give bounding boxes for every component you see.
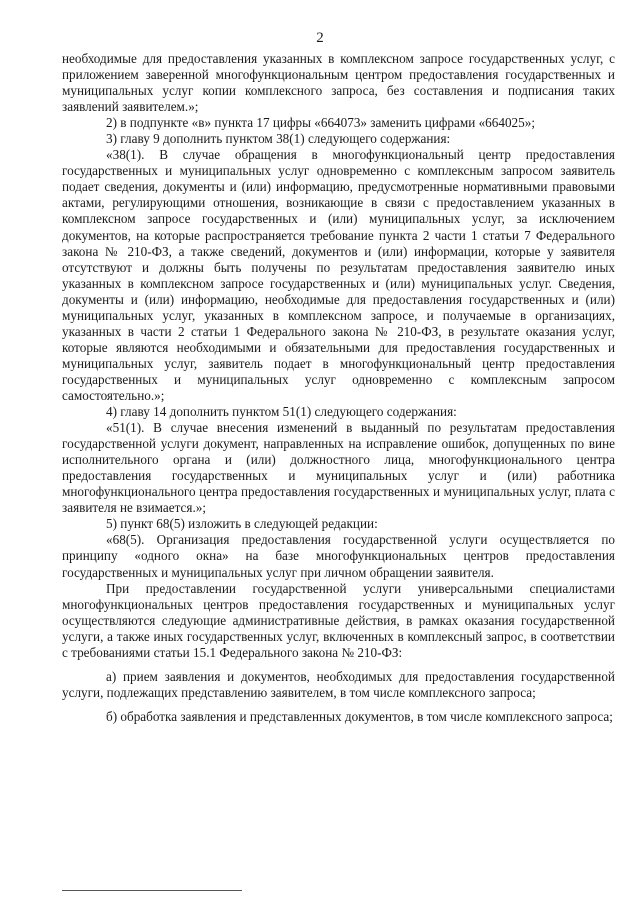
footnote-divider (62, 890, 242, 891)
document-body (62, 51, 615, 725)
paragraph-item-5: 5) пункт 68(5) изложить в следующей редакции: (106, 516, 378, 532)
paragraph-subitem-b: б) обработка заявления и представленных документов, в том числе комплексного запроса; (106, 708, 613, 724)
paragraph-subitem-a: а) прием заявления и документов, необходимых для предоставления государственной услуги, подлежащих представлению заявителем, в том числе комплексного запроса; (62, 668, 615, 700)
paragraph-item-4: 4) главу 14 дополнить пунктом 51(1) следующего содержания: (106, 404, 457, 420)
paragraph-clause-68-5: «68(5). Организация предоставления государственной услуги осуществляется по принципу «одного окна» на базе многофункциональных центров предоставления государственных и муниципальных услуг при личном обращении заявителя. (62, 532, 615, 580)
page-number: 2 (316, 30, 324, 46)
paragraph-clause-51-1: «51(1). В случае внесения изменений в выданный по результатам предоставления государственной услуги документ, направленных на исправление ошибок, допущенных по вине исполнительного органа и (или) должностного лица, многофункционального центра предоставления государственных и муниципальных услуг и (или) работника многофункционального центра предоставления государственных и муниципальных услуг, плата с заявителя не взимается.»; (62, 420, 615, 516)
paragraph-admin-actions: При предоставлении государственной услуги универсальными специалистами многофункциональных центров предоставления государственных и муниципальных услуг осуществляются следующие административные действия, в рамках оказания государственной услуги, а также иных государственных услуг, включенных в комплексный запрос, в соответствии с требованиями статьи 15.1 Федерального закона № 210-ФЗ: (62, 580, 615, 660)
paragraph-continuation: необходимые для предоставления указанных в комплексном запросе государственных услуг, с приложением заверенной многофункциональным центром предоставления государственных и муниципальных услуг копии комплексного запроса, без составления и подписания таких заявлений заявителем.»; (62, 51, 615, 115)
paragraph-item-2: 2) в подпункте «в» пункта 17 цифры «664073» заменить цифрами «664025»; (106, 115, 535, 131)
paragraph-clause-38-1: «38(1). В случае обращения в многофункциональный центр предоставления государственных и муниципальных услуг одновременно с комплексным запросом заявитель подает сведения, документы и (или) информацию, предусмотренные нормативными правовыми актами, регулирующими отношения, возникающие в связи с предоставлением указанных в комплексном запросе государственных и (или) муниципальных услуг, за исключением документов, на которые распространяется требование пункта 2 части 1 статьи 7 Федерального закона № 210-ФЗ, а также сведений, документов и (или) информации, которые у заявителя отсутствуют и должны быть получены по результатам предоставления заявителю иных указанных в комплексном запросе государственных и (или) муниципальных услуг. Сведения, документы и (или) информацию, необходимые для предоставления государственных и (или) муниципальных услуг, указанных в комплексном запросе, и получаемые в организациях, указанных в части 2 статьи 1 Федерального закона № 210-ФЗ, в результате оказания услуг, которые являются необходимыми и обязательными для предоставления государственных и муниципальных услуг, заявитель подает в многофункциональный центр предоставления государственных и муниципальных услуг одновременно с комплексным запросом самостоятельно.»; (62, 147, 615, 403)
paragraph-item-3: 3) главу 9 дополнить пунктом 38(1) следующего содержания: (106, 131, 451, 147)
